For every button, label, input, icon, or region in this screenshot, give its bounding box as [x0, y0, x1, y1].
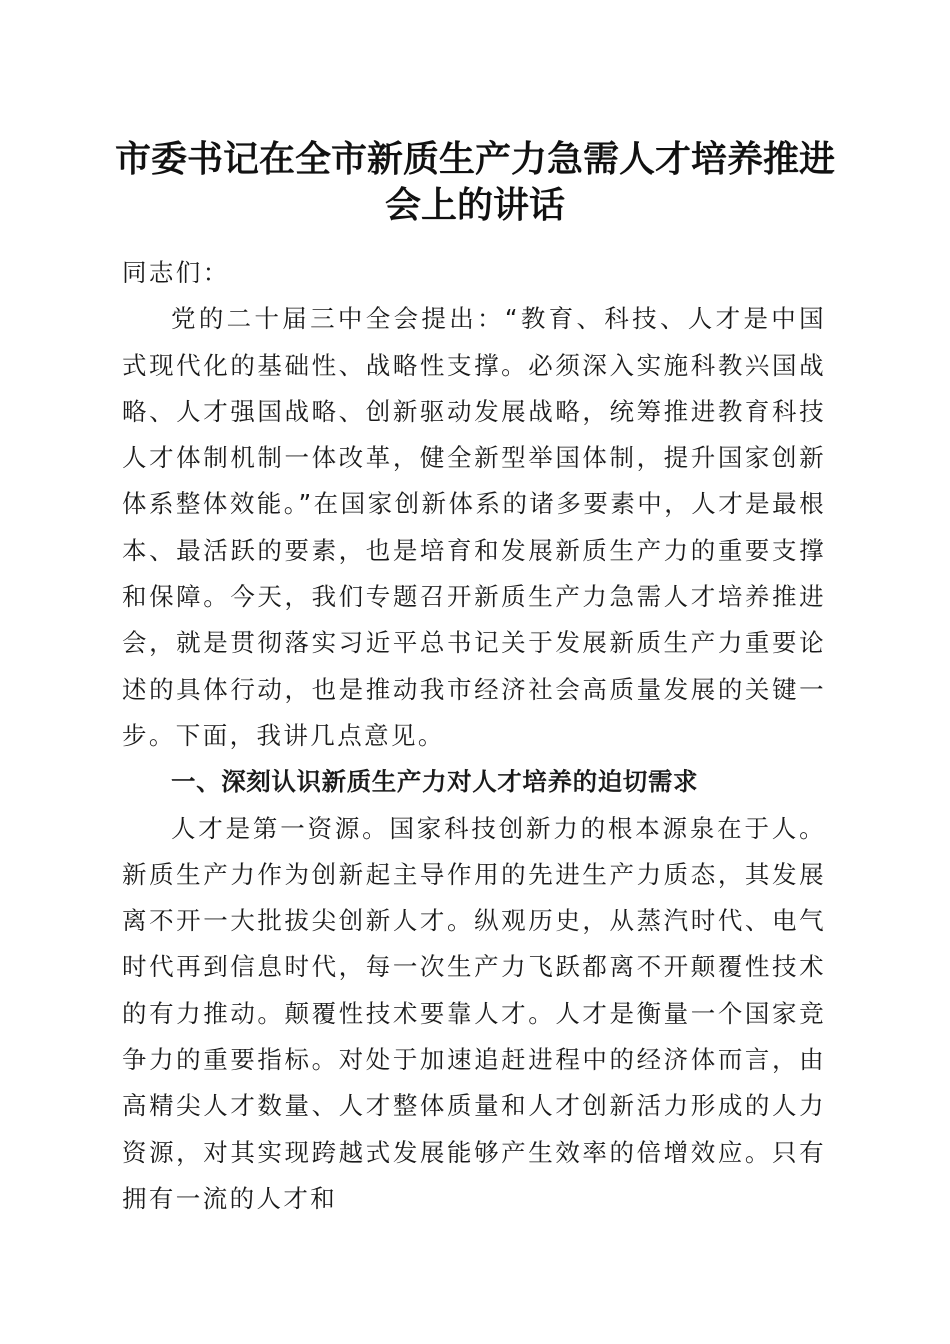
- paragraph-intro: 党的二十届三中全会提出：“教育、科技、人才是中国式现代化的基础性、战略性支撑。必须深入实施科教兴国战略、人才强国战略、创新驱动发展战略，统筹推进教育科技人才体制机制一体改革，健全新型举国体制，提升国家创新体系整体效能。”在国家创新体系的诸多要素中，人才是最根本、最活跃的要素，也是培育和发展新质生产力的重要支撑和保障。今天，我们专题召开新质生产力急需人才培养推进会，就是贯彻落实习近平总书记关于发展新质生产力重要论述的具体行动，也是推动我市经济社会高质量发展的关键一步。下面，我讲几点意见。: [122, 304, 826, 750]
- document-body: [122, 250, 826, 1222]
- document-title: 市委书记在全市新质生产力急需人才培养推进会上的讲话: [114, 138, 835, 226]
- salutation: 同志们：: [122, 258, 230, 287]
- section-heading: 一、深刻认识新质生产力对人才培养的迫切需求: [171, 767, 699, 797]
- paragraph-section-1: 人才是第一资源。国家科技创新力的根本源泉在于人。新质生产力作为创新起主导作用的先进生产力质态，其发展离不开一大批拔尖创新人才。纵观历史，从蒸汽时代、电气时代再到信息时代，每一次生产力飞跃都离不开颠覆性技术的有力推动。颠覆性技术要靠人才。人才是衡量一个国家竞争力的重要指标。对处于加速追赶进程中的经济体而言，由高精尖人才数量、人才整体质量和人才创新活力形成的人力资源，对其实现跨越式发展能够产生效率的倍增效应。只有拥有一流的人才和: [122, 813, 826, 1213]
